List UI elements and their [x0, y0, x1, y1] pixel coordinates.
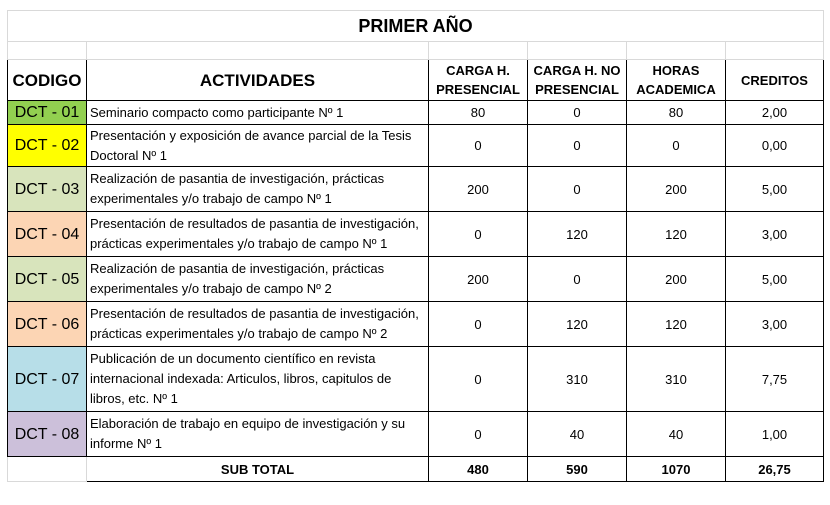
row-no-presencial: 0 — [528, 125, 627, 167]
row-creditos: 3,00 — [726, 212, 824, 257]
subtotal-label: SUB TOTAL — [87, 457, 429, 482]
row-activity: Presentación y exposición de avance parcial de la Tesis Doctoral Nº 1 — [87, 125, 429, 167]
row-activity: Presentación de resultados de pasantia de investigación, prácticas experimentales y/o trabajo de campo Nº 1 — [87, 212, 429, 257]
row-no-presencial: 120 — [528, 302, 627, 347]
row-horas: 200 — [627, 257, 726, 302]
subtotal-blank — [8, 457, 87, 482]
row-activity: Elaboración de trabajo en equipo de investigación y su informe Nº 1 — [87, 412, 429, 457]
table-row — [8, 125, 824, 167]
table-row — [8, 212, 824, 257]
row-creditos: 1,00 — [726, 412, 824, 457]
row-horas: 0 — [627, 125, 726, 167]
row-horas: 40 — [627, 412, 726, 457]
row-no-presencial: 40 — [528, 412, 627, 457]
row-presencial: 0 — [429, 302, 528, 347]
header-horas-line2: ACADEMICA — [636, 82, 716, 97]
row-no-presencial: 0 — [528, 257, 627, 302]
row-presencial: 80 — [429, 101, 528, 125]
row-creditos: 2,00 — [726, 101, 824, 125]
table-row — [8, 347, 824, 412]
row-activity: Realización de pasantia de investigación, prácticas experimentales y/o trabajo de campo Nº 1 — [87, 167, 429, 212]
row-code: DCT - 08 — [8, 412, 87, 457]
header-carga-no-presencial-line1: CARGA H. NO — [533, 63, 621, 78]
subtotal-no-presencial: 590 — [528, 457, 627, 482]
header-carga-presencial — [429, 60, 528, 101]
table-row — [8, 257, 824, 302]
table-row — [8, 412, 824, 457]
row-code: DCT - 01 — [8, 101, 87, 125]
row-horas: 200 — [627, 167, 726, 212]
page-title: PRIMER AÑO — [8, 11, 824, 42]
row-horas: 80 — [627, 101, 726, 125]
row-creditos: 7,75 — [726, 347, 824, 412]
subtotal-row — [8, 457, 824, 482]
header-carga-no-presencial-line2: PRESENCIAL — [535, 82, 619, 97]
table-row — [8, 101, 824, 125]
row-creditos: 5,00 — [726, 167, 824, 212]
row-no-presencial: 310 — [528, 347, 627, 412]
table-row — [8, 167, 824, 212]
row-presencial: 200 — [429, 167, 528, 212]
row-no-presencial: 0 — [528, 101, 627, 125]
row-horas: 120 — [627, 302, 726, 347]
header-row — [8, 60, 824, 101]
table-row — [8, 302, 824, 347]
row-no-presencial: 120 — [528, 212, 627, 257]
header-horas-line1: HORAS — [652, 63, 700, 78]
spacer-row — [8, 42, 824, 60]
header-carga-no-presencial — [528, 60, 627, 101]
row-code: DCT - 07 — [8, 347, 87, 412]
row-code: DCT - 05 — [8, 257, 87, 302]
row-no-presencial: 0 — [528, 167, 627, 212]
row-horas: 310 — [627, 347, 726, 412]
row-code: DCT - 06 — [8, 302, 87, 347]
row-code: DCT - 03 — [8, 167, 87, 212]
header-horas — [627, 60, 726, 101]
row-creditos: 3,00 — [726, 302, 824, 347]
row-activity: Presentación de resultados de pasantia de investigación, prácticas experimentales y/o trabajo de campo Nº 2 — [87, 302, 429, 347]
header-creditos: CREDITOS — [726, 60, 824, 101]
subtotal-horas: 1070 — [627, 457, 726, 482]
header-codigo: CODIGO — [8, 60, 87, 101]
subtotal-presencial: 480 — [429, 457, 528, 482]
row-activity: Realización de pasantia de investigación, prácticas experimentales y/o trabajo de campo Nº 2 — [87, 257, 429, 302]
header-actividades: ACTIVIDADES — [87, 60, 429, 101]
row-presencial: 0 — [429, 347, 528, 412]
row-activity: Publicación de un documento científico en revista internacional indexada: Articulos, libros, capitulos de libros, etc. Nº 1 — [87, 347, 429, 412]
header-carga-presencial-line1: CARGA H. — [446, 63, 510, 78]
row-code: DCT - 04 — [8, 212, 87, 257]
row-presencial: 0 — [429, 125, 528, 167]
row-creditos: 0,00 — [726, 125, 824, 167]
credits-table — [7, 10, 824, 482]
row-presencial: 200 — [429, 257, 528, 302]
header-carga-presencial-line2: PRESENCIAL — [436, 82, 520, 97]
row-presencial: 0 — [429, 212, 528, 257]
row-activity: Seminario compacto como participante Nº 1 — [87, 101, 429, 125]
row-horas: 120 — [627, 212, 726, 257]
subtotal-creditos: 26,75 — [726, 457, 824, 482]
row-creditos: 5,00 — [726, 257, 824, 302]
row-presencial: 0 — [429, 412, 528, 457]
row-code: DCT - 02 — [8, 125, 87, 167]
